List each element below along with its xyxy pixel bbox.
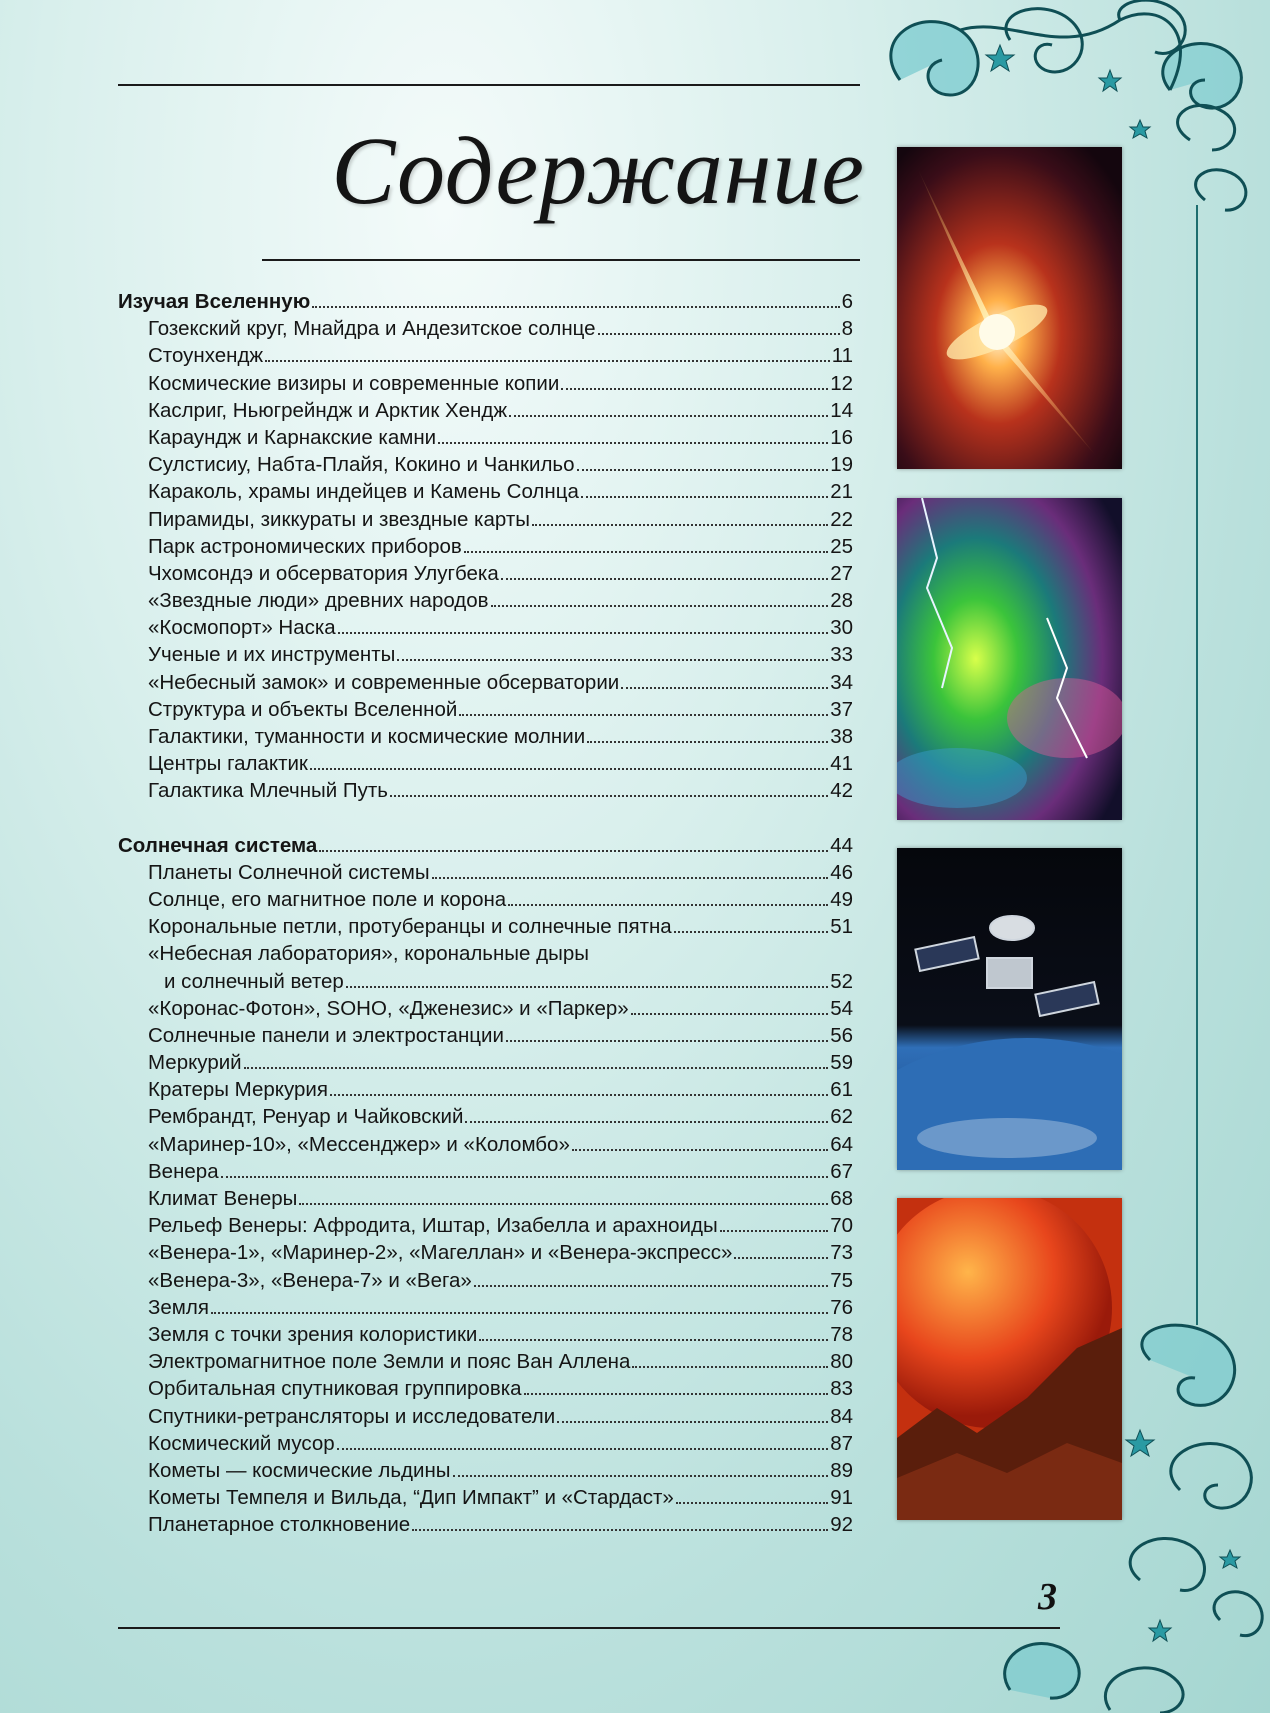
toc-entry-title: «Небесный замок» и современные обсерватории [148,670,620,694]
toc-entry-row [118,533,853,560]
toc-entry-title: Солнце, его магнитное поле и корона [148,887,507,911]
toc-entry-row [118,1049,853,1076]
toc-entry-row [118,1294,853,1321]
toc-entry-title: «Венера-3», «Венера-7» и «Вега» [148,1268,472,1292]
dot-leader [319,832,828,852]
toc-entry-title: Чхомсондэ и обсерватория Улугбека [148,561,499,585]
toc-entry-row [118,1076,853,1103]
toc-entry-row [118,506,853,533]
toc-entry-row [118,995,853,1022]
toc-page-number: 16 [830,425,853,449]
toc-page-number: 33 [830,643,853,667]
dot-leader [631,995,829,1015]
dot-leader [577,451,829,471]
toc-entry-row [118,424,853,451]
toc-page-number: 68 [830,1187,853,1210]
dot-leader [310,750,828,770]
dot-leader [557,1403,828,1423]
toc-page-number: 84 [830,1404,853,1428]
toc-page-number: 28 [830,589,853,613]
toc-entry-title: «Звездные люди» древних народов [148,589,489,613]
toc-page-number: 70 [830,1214,853,1238]
toc-entry-row [118,968,853,995]
space-station-image [897,848,1122,1170]
toc-entry-row [118,641,853,668]
toc-entry-row [118,913,853,940]
dot-leader [390,777,828,797]
toc-entry-title: «Небесная лаборатория», корональные дыры [148,942,589,966]
toc-entry-title: Рельеф Венеры: Афродита, Иштар, Изабелла и арахноиды [148,1214,718,1238]
dot-leader [676,1484,828,1504]
toc-section-row [118,288,853,315]
toc-page-number: 27 [830,561,853,585]
toc-page-number: 34 [830,670,853,694]
dot-leader [432,859,829,879]
dot-leader [397,641,828,661]
quasar-jet-image [897,147,1122,469]
toc-entry-title: и солнечный ветер [164,969,344,993]
dot-leader [211,1294,828,1314]
toc-entry-row [118,1103,853,1130]
red-sun-planet-image [897,1198,1122,1520]
toc-entry-row [118,451,853,478]
toc-entry-row [118,1185,853,1212]
dot-leader [491,587,829,607]
toc-entry-title: Электромагнитное поле Земли и пояс Ван Аллена [148,1350,631,1374]
dot-leader [299,1185,828,1205]
toc-entry-row [118,1212,853,1239]
toc-entry-title: Спутники-ретрансляторы и исследователи [148,1404,556,1428]
toc-page-number: 8 [841,317,853,341]
toc-page-number: 83 [830,1377,853,1401]
toc-entry-row [118,1511,853,1538]
toc-entry-row [118,370,853,397]
toc-page-number: 51 [830,915,853,939]
dot-leader [459,696,828,716]
toc-entry-row [118,1131,853,1158]
ornament-vertical-line [1196,205,1198,1325]
dot-leader [438,424,828,444]
dot-leader [464,533,828,553]
toc-entry-title: «Коронас-Фотон», SOHO, «Дженезис» и «Паркер» [148,996,629,1020]
toc-entry-row [118,1430,853,1457]
toc-entry-title: Галактика Млечный Путь [148,779,388,803]
toc-entry-title: Галактики, туманности и космические молнии [148,725,586,748]
toc-entry-title: Земля [148,1295,209,1319]
toc-page-number: 78 [830,1322,853,1346]
toc-entry-title: Земля с точки зрения колористики [148,1322,478,1346]
dot-leader [587,723,828,743]
toc-page-number: 75 [830,1268,853,1292]
dot-leader [561,370,828,390]
toc-page-number: 42 [830,779,853,803]
toc-entry-row [118,1022,853,1049]
toc-page-number: 61 [830,1078,853,1102]
toc-page-number: 41 [830,752,853,776]
toc-entry-row [118,696,853,723]
toc-entry-title: Караколь, храмы индейцев и Камень Солнца [148,480,579,504]
dot-leader [221,1158,829,1178]
toc-entry-title: «Маринер-10», «Мессенджер» и «Коломбо» [148,1132,570,1156]
toc-entry-title: Изучая Вселенную [118,290,311,313]
toc-entry-title: Каслриг, Ньюгрейндж и Арктик Хендж [148,398,508,422]
bottom-rule [118,1627,1060,1629]
toc-entry-row [118,1457,853,1484]
toc-entry-title: Кометы Темпеля и Вильда, “Дип Импакт” и «Стардаст» [148,1486,674,1510]
toc-page-number: 64 [830,1132,853,1156]
toc-page-number: 21 [830,480,853,504]
dot-leader [506,1022,828,1042]
toc-page-number: 19 [830,453,853,477]
dot-leader [265,342,830,362]
toc-entry-title: Планеты Солнечной системы [148,860,430,884]
dot-leader [244,1049,829,1069]
dot-leader [501,560,828,580]
toc-page-number: 46 [830,860,853,884]
toc-entry-title: Планетарное столкновение [148,1513,411,1537]
toc-entry-title: Рембрандт, Ренуар и Чайковский [148,1105,464,1129]
toc-entry-row [118,1348,853,1375]
toc-entry-title: Караундж и Карнакские камни [148,425,437,449]
dot-leader [674,913,828,933]
toc-page-number: 73 [830,1241,853,1265]
toc-entry-title: Ученые и их инструменты [148,643,396,667]
toc-page-number: 59 [830,1051,853,1075]
toc-page-number: 25 [830,534,853,558]
dot-leader [509,397,828,417]
toc-entry-title: Космический мусор [148,1431,335,1455]
toc-entry-title: «Венера-1», «Маринер-2», «Магеллан» и «Венера-экспресс» [148,1241,733,1265]
toc-entry-row [118,1321,853,1348]
dot-leader [734,1239,828,1259]
toc-page-number: 37 [830,697,853,721]
toc-entry-title: Сулстисиу, Набта-Плайя, Кокино и Чанкильо [148,453,575,477]
toc-page-number: 52 [830,969,853,993]
dot-leader [453,1457,829,1477]
page-number: 3 [1038,1576,1057,1618]
dot-leader [572,1131,828,1151]
toc-page-number: 92 [830,1513,853,1537]
toc-entry-title: Парк астрономических приборов [148,534,462,558]
toc-entry-title: Солнечная система [118,833,318,857]
dot-leader [465,1103,828,1123]
toc-page-number: 89 [830,1458,853,1482]
dot-leader [720,1212,828,1232]
dot-leader [621,669,828,689]
toc-entry-title: Пирамиды, зиккураты и звездные карты [148,507,530,531]
toc-entry-title: Климат Венеры [148,1187,298,1210]
toc-entry-title: Корональные петли, протуберанцы и солнечные пятна [148,915,672,939]
toc-page-number: 6 [841,290,853,313]
toc-page-number: 56 [830,1023,853,1047]
page-title: Содержание [331,117,865,224]
title-underline [262,259,860,261]
toc-page-number: 87 [830,1431,853,1455]
toc-entry-title: Стоунхендж [148,344,264,368]
dot-leader [337,1430,829,1450]
toc-page-number: 49 [830,887,853,911]
toc-entry-title: Структура и объекты Вселенной [148,697,458,721]
toc-page-number: 62 [830,1105,853,1129]
dot-leader [508,886,828,906]
toc-entry-row [118,478,853,505]
toc-entry-row [118,342,853,369]
dot-leader [412,1511,828,1531]
toc-section-row [118,832,853,859]
dot-leader [474,1267,828,1287]
toc-entry-title: Меркурий [148,1051,242,1075]
dot-leader [581,478,828,498]
top-rule [118,84,860,86]
dot-leader [524,1375,829,1395]
toc-entry-row [118,750,853,777]
toc-entry-row [118,886,853,913]
toc-entry-row [118,1375,853,1402]
toc-entry-row [118,777,853,804]
dot-leader [532,506,828,526]
toc-page-number: 76 [830,1295,853,1319]
dot-leader [632,1348,828,1368]
toc-page-number: 22 [830,507,853,531]
toc-entry-title: «Космопорт» Наска [148,616,336,640]
toc-entry-row [118,315,853,342]
toc-entry-title: Кратеры Меркурия [148,1078,328,1102]
toc-entry-row [118,1239,853,1266]
toc-entry-row [118,859,853,886]
toc-entry-row [118,1403,853,1430]
toc-page-number: 11 [831,344,853,368]
toc-page-number: 67 [830,1159,853,1183]
toc-page-number: 38 [830,725,853,748]
toc-entry-title: Кометы — космические льдины [148,1458,451,1482]
toc-entry-row [118,1158,853,1185]
toc-entry-title: Орбитальная спутниковая группировка [148,1377,522,1401]
toc-page-number: 54 [830,996,853,1020]
toc-entry-row [118,1267,853,1294]
toc-page-number: 44 [830,833,853,857]
dot-leader [330,1076,828,1096]
toc-entry-row [118,614,853,641]
toc-entry-title: Солнечные панели и электростанции [148,1023,504,1047]
nebula-lightning-image [897,498,1122,820]
toc-page-number: 91 [830,1486,853,1510]
toc-page-number: 12 [830,371,853,395]
table-of-contents [118,288,853,1538]
toc-page-number: 80 [830,1350,853,1374]
dot-leader [338,614,828,634]
dot-leader [479,1321,828,1341]
toc-entry-title: Центры галактик [148,752,308,776]
toc-page-number: 30 [830,616,853,640]
toc-page-number: 14 [830,398,853,422]
toc-entry-row [118,560,853,587]
toc-entry-title: Гозекский круг, Мнайдра и Андезитское солнце [148,317,596,341]
toc-entry-row [118,723,853,750]
toc-entry-row [118,587,853,614]
dot-leader [312,288,839,308]
toc-entry-title: Венера [148,1159,219,1183]
toc-entry-row [118,940,853,967]
toc-entry-row [118,669,853,696]
toc-entry-row [118,397,853,424]
dot-leader [598,315,840,335]
toc-entry-title: Космические визиры и современные копии [148,371,560,395]
dot-leader [346,968,828,988]
toc-entry-row [118,1484,853,1511]
